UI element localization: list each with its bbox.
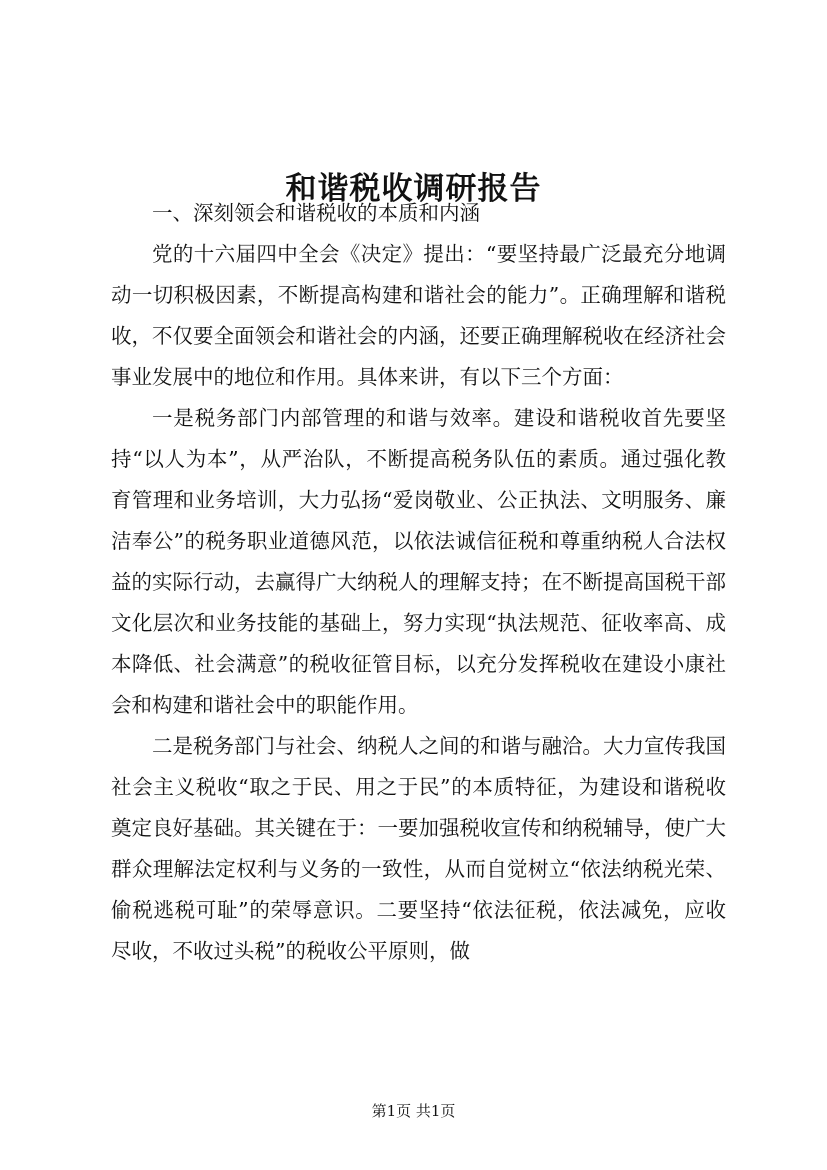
paragraph-social-harmony: 二是税务部门与社会、纳税人之间的和谐与融洽。大力宣传我国社会主义税收“取之于民、用之于民”的本质特征，为建设和谐税收奠定良好基础。其关键在于：一要加强税收宣传和纳税辅导，使广大群众理解法定权利与义务的一致性，从而自觉树立“依法纳税光荣、偷税逃税可耻”的荣辱意识。二要坚持“依法征税，依法减免，应收尽收，不收过头税”的税收公平原则，做 — [111, 734, 726, 963]
section-heading: 一、深刻领会和谐税收的本质和内涵 — [152, 201, 480, 225]
page-footer — [0, 1101, 827, 1121]
document-title: 和谐税收调研报告 — [285, 170, 542, 207]
paragraph-intro: 党的十六届四中全会《决定》提出：“要坚持最广泛最充分地调动一切积极因素，不断提高构建和谐社会的能力”。正确理解和谐税收，不仅要全面领会和谐社会的内涵，还要正确理解税收在经济社会事业发展中的地位和作用。具体来讲，有以下三个方面： — [111, 242, 726, 389]
paragraph-internal-management: 一是税务部门内部管理的和谐与效率。建设和谐税收首先要坚持“以人为本”，从严治队，不断提高税务队伍的素质。通过强化教育管理和业务培训，大力弘扬“爱岗敬业、公正执法、文明服务、廉洁奉公”的税务职业道德风范，以依法诚信征税和尊重纳税人合法权益的实际行动，去赢得广大纳税人的理解支持；在不断提高国税干部文化层次和业务技能的基础上，努力实现“执法规范、征收率高、成本降低、社会满意”的税收征管目标，以充分发挥税收在建设小康社会和构建和谐社会中的职能作用。 — [111, 406, 726, 717]
page-number-label: 第1页 共1页 — [371, 1102, 456, 1120]
document-body — [111, 193, 726, 972]
